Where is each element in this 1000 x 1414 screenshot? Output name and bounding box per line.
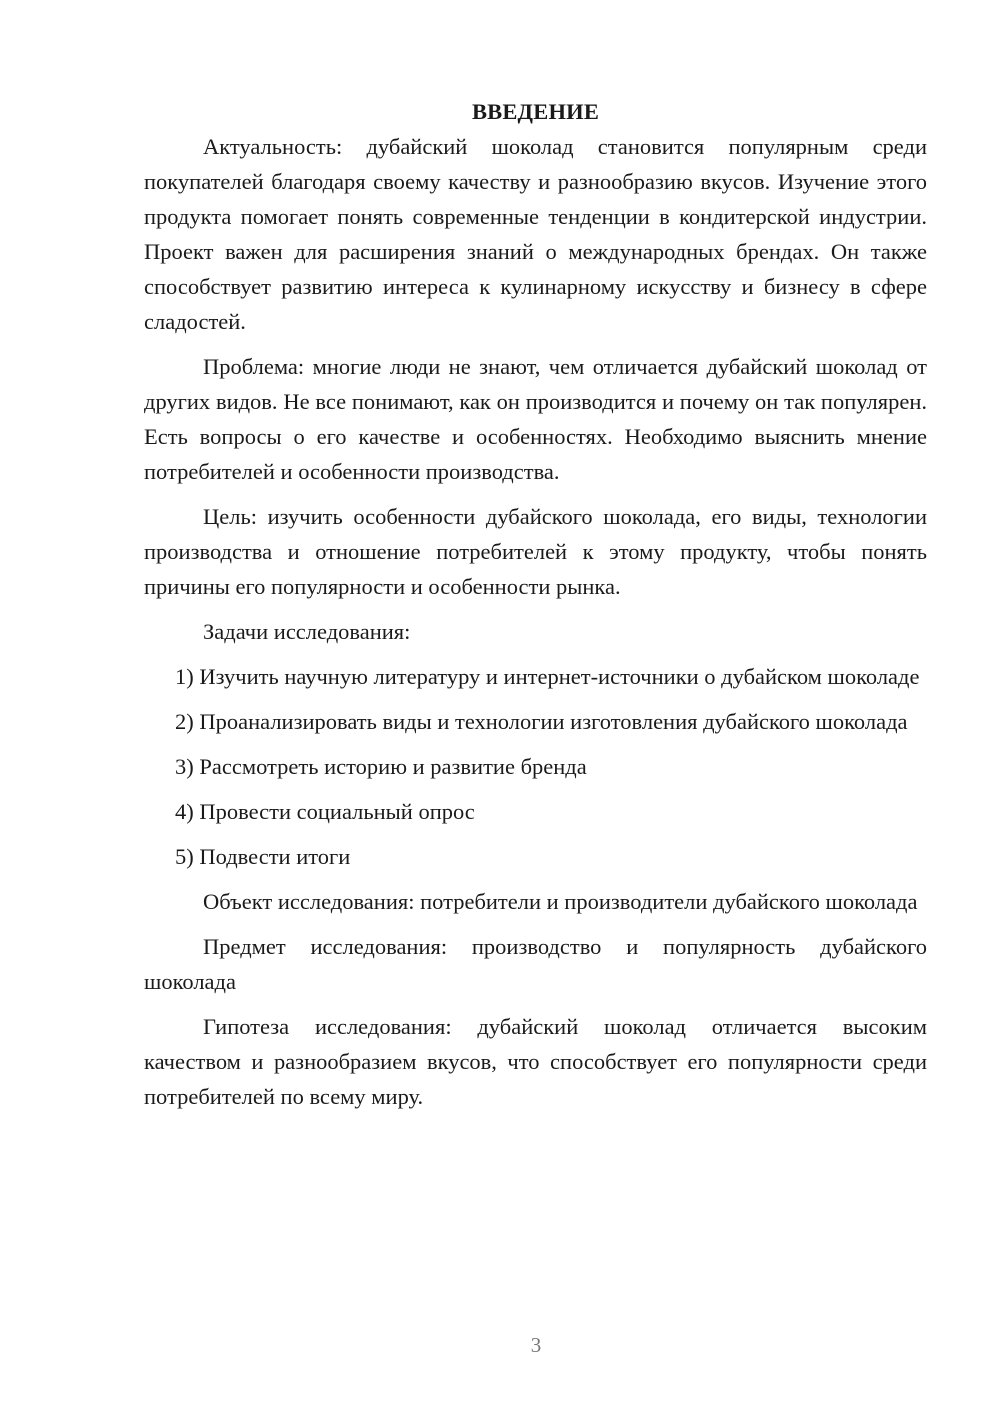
task-item-2: 2) Проанализировать виды и технологии изготовления дубайского шоколада	[175, 709, 908, 734]
hypothesis-paragraph: Гипотеза исследования: дубайский шоколад отличается высоким качеством и разнообразием вкусов, что способствует его популярности среди потребителей по всему миру.	[144, 1014, 927, 1109]
document-body	[144, 94, 927, 1114]
section-title: ВВЕДЕНИЕ	[471, 99, 600, 124]
page-number: 3	[530, 1333, 542, 1357]
problem-paragraph: Проблема: многие люди не знают, чем отличается дубайский шоколад от других видов. Не все понимают, как он производится и почему он так популярен. Есть вопросы о его качестве и особенностях. Необходимо выяснить мнение потребителей и особенности производства.	[144, 354, 927, 484]
relevance-paragraph: Актуальность: дубайский шоколад становится популярным среди покупателей благодаря своему качеству и разнообразию вкусов. Изучение этого продукта помогает понять современные тенденции в кондитерской индустрии. Проект важен для расширения знаний о международных брендах. Он также способствует развитию интереса к кулинарному искусству и бизнесу в сфере сладостей.	[144, 134, 927, 334]
goal-paragraph: Цель: изучить особенности дубайского шоколада, его виды, технологии производства и отношение потребителей к этому продукту, чтобы понять причины его популярности и особенности рынка.	[144, 504, 927, 599]
object-paragraph: Объект исследования: потребители и производители дубайского шоколада	[203, 889, 918, 914]
task-item-3: 3) Рассмотреть историю и развитие бренда	[175, 754, 587, 779]
task-item-1: 1) Изучить научную литературу и интернет-источники о дубайском шоколаде	[175, 664, 920, 689]
subject-paragraph: Предмет исследования: производство и популярность дубайского шоколада	[144, 934, 927, 994]
task-item-4: 4) Провести социальный опрос	[175, 799, 475, 824]
tasks-heading: Задачи исследования:	[203, 619, 411, 644]
task-item-5: 5) Подвести итоги	[175, 844, 351, 869]
